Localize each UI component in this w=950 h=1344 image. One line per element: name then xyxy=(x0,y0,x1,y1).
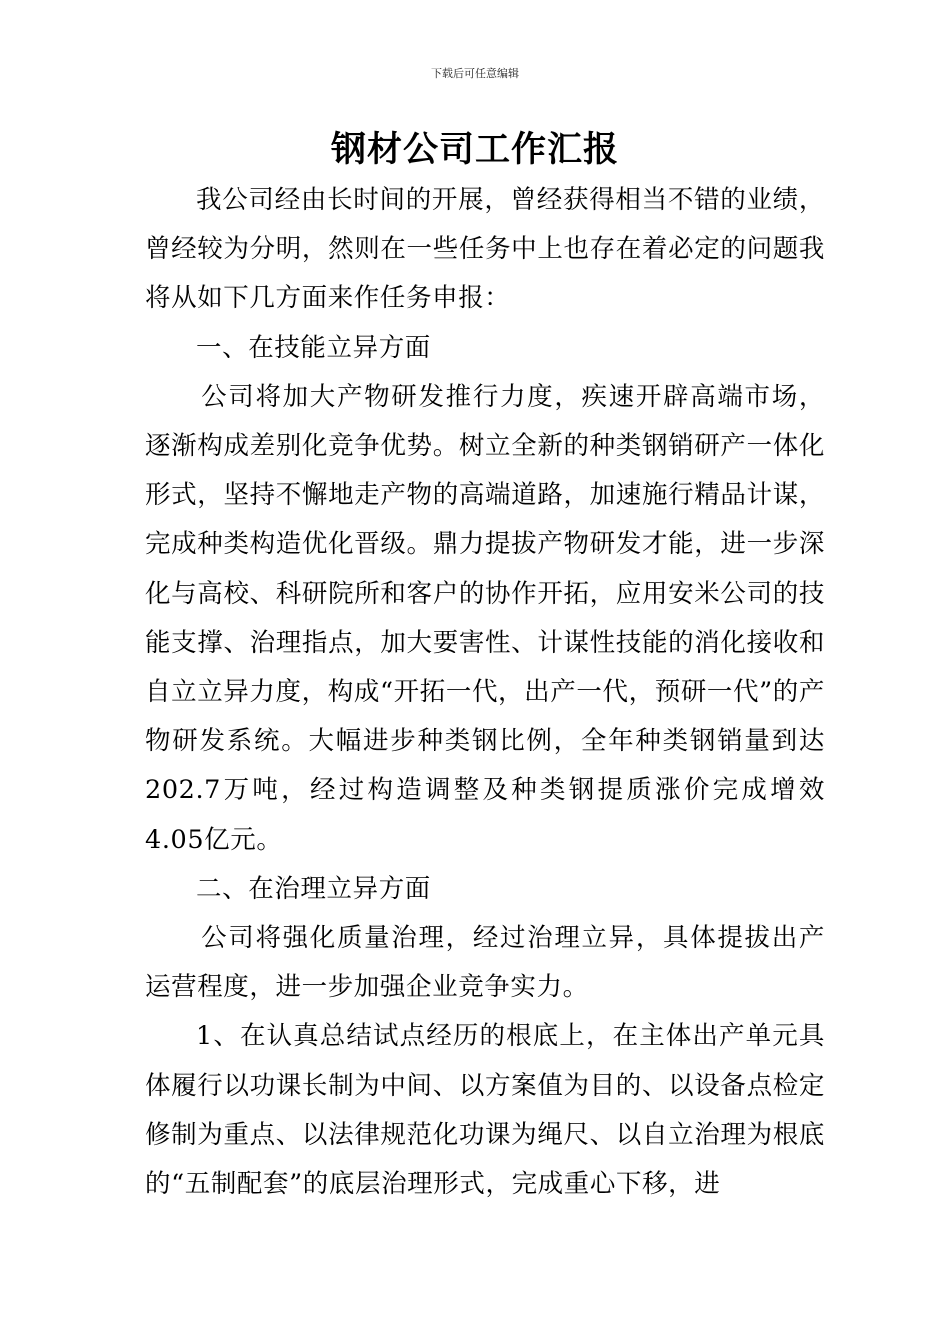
header-note: 下载后可任意编辑 xyxy=(431,67,519,80)
management-innovation-paragraph: 公司将强化质量治理，经过治理立异，具体提拔出产运营程度，进一步加强企业竞争实力。 xyxy=(145,923,825,1003)
management-item-1-paragraph: 1、在认真总结试点经历的根底上，在主体出产单元具体履行以功课长制为中间、以方案值为目的、以设备点检定修制为重点、以法律规范化功课为绳尺、以自立治理为根底的“五制配套”的底层治理形式，完成重心下移，进 xyxy=(145,1021,825,1200)
intro-paragraph: 我公司经由长时间的开展，曾经获得相当不错的业绩，曾经较为分明，然则在一些任务中上也存在着必定的问题我将从如下几方面来作任务申报： xyxy=(145,185,825,314)
document-body xyxy=(145,176,825,1209)
tech-innovation-paragraph: 公司将加大产物研发推行力度，疾速开辟高端市场，逐渐构成差别化竞争优势。树立全新的种类钢销研产一体化形式，坚持不懈地走产物的高端道路，加速施行精品计谋，完成种类构造优化晋级。鼎力提拔产物研发才能，进一步深化与高校、科研院所和客户的协作开拓，应用安米公司的技能支撑、治理指点，加大要害性、计谋性技能的消化接收和自立立异力度，构成“开拓一代，出产一代，预研一代”的产物研发系统。大幅进步种类钢比例，全年种类钢销量到达202.7万吨，经过构造调整及种类钢提质涨价完成增效4.05亿元。 xyxy=(145,381,825,855)
section-heading-management-innovation: 二、在治理立异方面 xyxy=(196,873,431,904)
section-heading-tech-innovation: 一、在技能立异方面 xyxy=(196,332,431,363)
document-title: 钢材公司工作汇报 xyxy=(330,130,619,170)
